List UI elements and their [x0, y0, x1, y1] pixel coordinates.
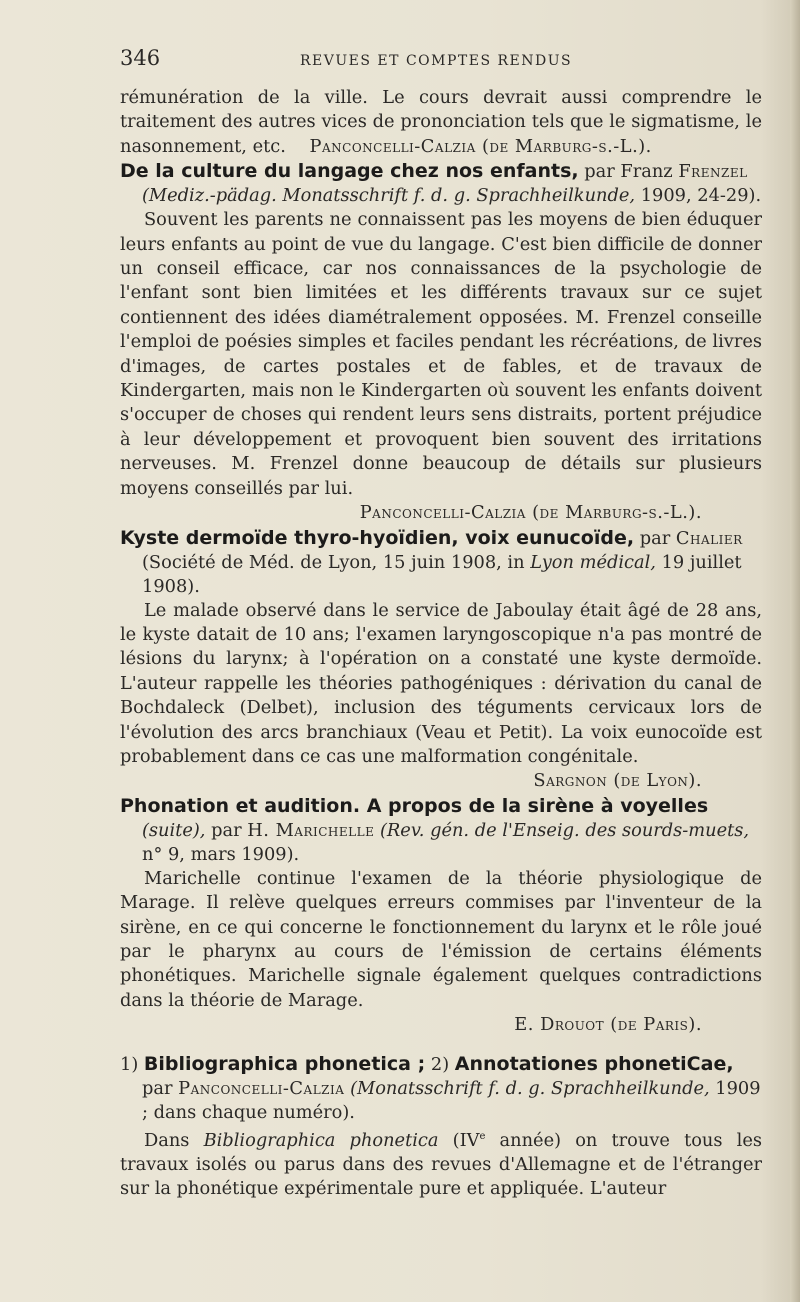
page-header	[120, 46, 762, 86]
by-word: par	[211, 819, 242, 841]
body-text: (IV	[452, 1129, 480, 1151]
body-text: Dans	[144, 1129, 190, 1151]
review-body: Souvent les parents ne connaissent pas les moyens de bien éduquer leurs enfants au point de vue du langage. C'est bien difficile de donner un conseil efficace, car nos connaissances de la psychologie de l'enfant sont bien limitées et les différents travaux sur ce sujet contiennent des idées diamétralement opposées. M. Frenzel conseille l'emploi de poésies simples et faciles pendant les récréations, de livres d'images, de cartes postales et de fables, et de travaux de Kindergarten, mais non le Kindergarten où souvent les enfants doivent s'occuper de choses qui rendent leurs sens distraits, portent préjudice à leur développement et provoquent bien souvent des irritations nerveuses. M. Frenzel donne beaucoup de détails sur plusieurs moyens conseillés par lui.	[120, 209, 762, 499]
author-first: Franz	[620, 161, 673, 183]
article-title: Annotationes phonetiCae,	[454, 1052, 734, 1075]
source-date: 1909 ; dans chaque numéro).	[142, 1077, 761, 1123]
review-signature: Sargnon (de Lyon).	[533, 770, 702, 792]
article-title: De la culture du langage chez nos enfants,	[120, 160, 579, 183]
author-name: Frenzel	[678, 161, 748, 183]
intro-signature: Panconcelli-Calzia (de Marburg-s.-L.).	[309, 135, 652, 157]
entry-heading	[120, 159, 762, 208]
by-word: par	[584, 161, 615, 183]
suite-note: (suite),	[142, 819, 206, 841]
superscript: e	[479, 1130, 486, 1142]
source-citation: (Rev. gén. de l'Enseig. des sourds-muets,	[379, 819, 750, 841]
review-body: Le malade observé dans le service de Jaboulay était âgé de 28 ans, le kyste datait de 10 ans; l'examen laryngoscopique n'a pas montré de lésions du larynx; à l'opération on a constaté une kyste dermoïde. L'auteur rappelle les théories pathogéniques : dérivation du canal de Bochdaleck (Delbet), inclusion des téguments cervicaux lors de l'évolution des arcs branchiaux (Veau et Petit). La voix eunocoïde est probablement dans ce cas une malformation congénitale.	[120, 599, 762, 767]
entry-heading	[120, 794, 762, 867]
source-date: 19 juillet 1908).	[142, 551, 742, 597]
article-title: Kyste dermoïde thyro-hyoïdien, voix eunucoïde,	[120, 526, 635, 549]
source-citation: (Monatsschrift f. d. g. Sprachheilkunde,	[350, 1077, 710, 1099]
by-word: par	[639, 527, 671, 549]
by-word: par	[142, 1077, 173, 1099]
review-signature: E. Drouot (de Paris).	[514, 1014, 702, 1036]
article-title: Phonation et audition. A propos de la sirène à voyelles	[120, 794, 709, 817]
review-entry	[120, 526, 762, 794]
source-citation: (Société de Méd. de Lyon, 15 juin 1908, in	[142, 551, 525, 573]
source-date: n° 9, mars 1909).	[142, 843, 300, 865]
item-number: 1)	[120, 1053, 139, 1075]
review-body: Marichelle continue l'examen de la théorie physiologique de Marage. Il relève quelques erreurs commises par l'inventeur de la sirène, en ce qui concerne le fonctionnement du larynx et le rôle joué par le pharynx au cours de l'émission de certains éléments phonétiques. Marichelle signale également quelques contradictions dans la théorie de Marage.	[120, 867, 762, 1011]
intro-text: rémunération de la ville. Le cours devrait aussi comprendre le traitement des autres vices de prononciation tels que le sigmatisme, le nasonnement, etc.	[120, 87, 762, 157]
article-title: Bibliographica phonetica ;	[143, 1052, 426, 1075]
review-signature: Panconcelli-Calzia (de Marburg-s.-L.).	[359, 502, 702, 524]
item-number: 2)	[430, 1053, 450, 1075]
source-journal: Lyon médical,	[530, 551, 656, 573]
page-edge	[790, 0, 800, 1302]
entry-heading	[120, 1052, 762, 1125]
running-head: REVUES ET COMPTES RENDUS	[300, 53, 573, 69]
source-date: 1909, 24-29).	[640, 185, 762, 207]
author-name: H. Marichelle	[247, 819, 375, 841]
review-entry	[120, 1052, 762, 1202]
source-citation: (Mediz.-pädag. Monatsschrift f. d. g. Sprachheilkunde,	[142, 185, 636, 207]
review-entry	[120, 794, 762, 1038]
intro-continuation	[120, 86, 762, 159]
review-entry	[120, 159, 762, 525]
author-name: Chalier	[675, 527, 743, 549]
journal-title: Bibliographica phonetica	[203, 1129, 439, 1151]
body-text: année) on trouve tous les travaux isolés ou parus dans des revues d'Allemagne et de l'étranger sur la phonétique expérimentale pure et appliquée. L'auteur	[120, 1129, 762, 1200]
author-name: Panconcelli-Calzia	[178, 1077, 345, 1099]
page-number: 346	[120, 46, 161, 70]
review-body	[120, 1125, 762, 1202]
entry-heading	[120, 526, 762, 599]
